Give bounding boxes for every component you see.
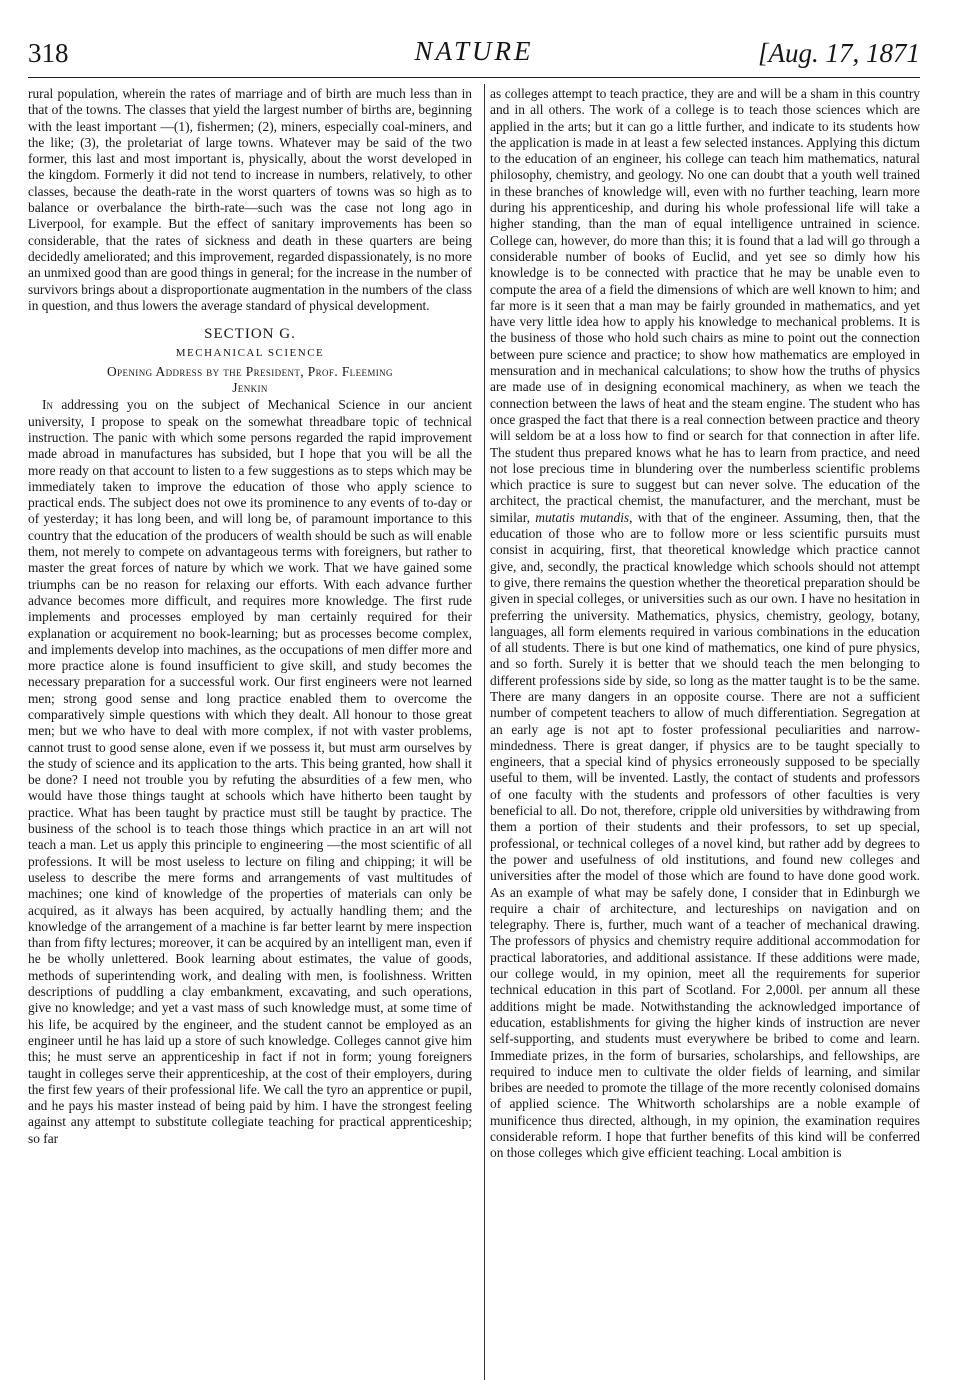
- address-author: Jenkin: [232, 380, 268, 396]
- address-body-paragraph: [28, 397, 472, 1147]
- journal-title: NATURE: [414, 36, 534, 66]
- page-header: [28, 36, 920, 76]
- italic-phrase: mutatis mutandis: [535, 509, 630, 525]
- lead-word: In: [42, 397, 53, 413]
- header-rule: [28, 77, 920, 78]
- section-subtitle: MECHANICAL SCIENCE: [175, 347, 325, 360]
- left-column: [28, 86, 472, 1147]
- body-text-a: as colleges attempt to teach practice, they are and will be a sham in this country and in all others. The work of a college is to teach those sciences which are applied in the arts; but it can go a little further, and indicate to its students how the application is made in at least a few selected instances. Applying this dictum to the education of an engineer, his college can teach him mathematics, natural philosophy, chemistry, and geology. No one can doubt that a youth well trained in these branches of knowledge will, even with no further teaching, learn more during his apprenticeship, and during his whole professional life will take a higher standing, than the man of equal intelligence untrained in science. College can, however, do more than this; it is found that a lad will go through a considerable number of books of Euclid, and yet see so dimly how his knowledge is to be connected with practice that he may be unable even to compute the area of a field the dimensions of which are well known to him; and far more is it seen that a man may be fairly grounded in mathematics, and yet have very little idea how to apply his knowledge to mechanical problems. It is the business of those who hold such chairs as mine to point out the connection between pure science and practice; to show how mathematics are employed in mensuration and in mechanical calculations; to show how the truths of physics are made use of in designing economical machinery, as when we teach the connection between the laws of heat and the steam engine. The student who has once grasped the fact that there is a real connection between practice and theory will seldom be at a loss how to find or search for that connection in after life. The student thus prepared knows what he has to learn from practice, and need not lose precious time in blundering over the numberless scientific problems which practice is sure to suggest but can never solve. The education of the architect, the practical chemist, the manufacturer, and the merchant, must be similar,: [490, 86, 920, 525]
- section-title: SECTION G.: [204, 326, 296, 343]
- continued-paragraph: [490, 86, 920, 1162]
- right-column: [490, 86, 920, 1162]
- intro-paragraph: rural population, wherein the rates of marriage and of birth are much less than in that of the towns. The classes that yield the largest number of births are, beginning with the least important —(1), fishermen; (2), miners, especially coal-miners, and the like; (3), the proletariat of large towns. Whatever may be said of the two former, this last and most important is, physically, about the worst developed in the kingdom. Formerly it did not tend to increase in numbers, relatively, to other classes, because the death-rate in the worst quarters of towns was so high as to balance or overbalance the birth-rate—such was the case not long ago in Liverpool, for example. But the effect of sanitary improvements has been so considerable, that the rates of sickness and death in these quarters are being decidedly ameliorated; and this improvement, regarded dispassionately, is no more an unmixed good than are good things in general; for the increase in the number of survivors brings about a disproportionate augmentation in the numbers of the class in question, and thus lowers the average standard of physical development.: [28, 86, 472, 313]
- issue-date: [Aug. 17, 1871: [758, 38, 920, 68]
- address-heading: Opening Address by the President, Prof. Fleeming: [107, 363, 393, 379]
- page-number: 318: [28, 38, 69, 68]
- column-divider: [484, 84, 485, 1380]
- body-text-b: , with that of the engineer. Assuming, then, that the education of those who are to follow more or less scientific pursuits must consist in acquiring, first, that theoretical knowledge which practice cannot give, and, secondly, the practical knowledge which schools should not attempt to give, there remains the question whether the theoretical preparation should be given in special colleges, or universities such as our own. I have no hesitation in preferring the university. Mathematics, physics, chemistry, geology, botany, languages, all form elements required in various combinations in the education of all students. There is but one kind of mathematics, one kind of pure physics, and so forth. Surely it is better that we should teach the men belonging to different professions side by side, so long as the matter taught is to be the same. There are many dangers in an opposite course. There are not a sufficient number of competent teachers to allow of much differentiation. Segregation at an early age is not apt to foster professional peculiarities and narrow-mindedness. There is great danger, if physics are to be taught specially to engineers, that a special kind of physics erroneously supposed to be specially useful to them, will be invented. Lastly, the contact of students and professors of one faculty with the students and professors of other faculties is very beneficial to all. Do not, therefore, cripple old universities by withdrawing from them a portion of their students and their professors, to set up special, professional, or technical colleges of a novel kind, but rather add by degrees to the power and usefulness of old institutions, and found new colleges and universities after the model of those which are found to have done good work. As an example of what may be safely done, I consider that in Edinburgh we require a chair of architecture, and lectureships on navigation and on telegraphy. There is, further, much want of a teacher of mechanical drawing. The professors of physics and chemistry require additional accommodation for practical laboratories, and additional assistance. If these additions were made, our college would, in my opinion, meet all the requirements for superior technical education in this part of Scotland. For 2,000l. per annum all these additions might be made. Notwithstanding the acknowledged importance of education, establishments for giving the higher kinds of instruction are never self-supporting, and students must everywhere be bribed to come and learn. Immediate prizes, in the form of bursaries, scholarships, and fellowships, are required to induce men to cultivate the older fields of learning, and similar bribes are needed to promote the tillage of the more recently colonised domains of applied science. The Whitworth scholarships are a noble example of munificence thus directed, although, in my opinion, the examination requires considerable reform. I hope that further benefits of this kind will be conferred on those colleges which give efficient teaching. Local ambition is: [490, 509, 920, 1161]
- body-text: addressing you on the subject of Mechanical Science in our ancient university, I propose to speak on the somewhat threadbare topic of technical instruction. The panic with which some persons regarded the rapid improvement made abroad in manufactures has subsided, but I hope that you will be all the more ready on that account to listen to a few suggestions as to steps which may be immediately taken to improve the education of those who apply science to practical ends. The subject does not owe its prominence to any events of to-day or of yesterday; it has long been, and will long be, of paramount importance to this country that the education of the producers of wealth should be such as will enable them, not merely to compete on advantageous terms with foreigners, but rather to master the great forces of nature by which we work. That we have gained some triumphs can be no reason for relaxing our efforts. With each advance further advance becomes more difficult, and requires more knowledge. The first rude implements and processes employed by man certainly required for their explanation or acquirement no book-learning; but as processes become complex, and implements develop into machines, as the occupations of men differ more and more practice alone is found insufficient to give skill, and study becomes the necessary preparation for a successful work. Our first engineers were not learned men; strong good sense and long practice enabled them to overcome the comparatively simple questions with which they dealt. All honour to those great men; but we who have to deal with more complex, if not with vaster problems, cannot trust to good sense alone, even if we possess it, but must arm ourselves by the study of science and its application to the arts. This being granted, how shall it be done? I need not trouble you by refuting the absurdities of a few men, who would have those things taught at schools which have hitherto been taught by practice. What has been taught by practice must still be taught by practice. The business of the school is to teach those things which practice in an art will not teach a man. Let us apply this principle to engineering —the most scientific of all professions. It will be most useless to lecture on filing and chipping; it will be useless to describe the mere forms and arrangements of vast multitudes of machines; one kind of knowledge of the properties of materials can only be acquired, as it always has been acquired, by actually handling them; and the knowledge of the arrangement of a machine is far better learnt by mere inspection than from fifty lectures; moreover, it can be acquired by an intelligent man, even if he be wholly unlettered. Book learning about estimates, the value of goods, methods of superintending work, and dealing with men, is foolishness. Written descriptions of puddling a clay embankment, excavating, and such operations, give no knowledge; and yet a vast mass of such knowledge must, at some time of his life, be acquired by the engineer, and the student cannot be employed as an engineer until he has laid up a store of such knowledge. Colleges cannot give him this; he must serve an apprenticeship in fact if not in form; young foreigners taught in colleges serve their apprenticeship, at the cost of their employers, during the first few years of their professional life. We call the tyro an apprentice or pupil, and he pays his master instead of being paid by him. I have the strongest feeling against any attempt to substitute collegiate teaching for practical apprenticeship; so far: [28, 397, 472, 1146]
